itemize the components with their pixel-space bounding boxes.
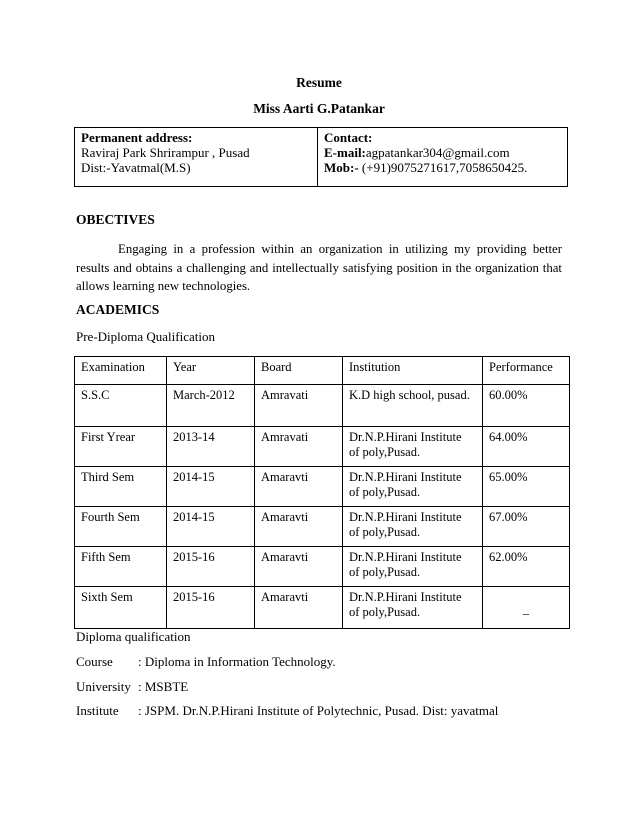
objectives-heading: OBECTIVES [76,212,155,227]
mobile-label: Mob:- [324,160,359,175]
table-row [75,467,570,507]
cell-institution [343,547,483,587]
cell-exam: First Yrear [75,427,167,467]
table-row [75,507,570,547]
course-value: : Diploma in Information Technology. [138,654,336,669]
institute-label: Institute [76,703,119,718]
table-row [75,587,570,629]
email-label: E-mail: [324,145,366,160]
header-examination: Examination [75,357,167,385]
cell-board: Amravati [255,427,343,467]
academics-table [74,356,570,629]
institution-line-2: of poly,Pusad. [349,485,421,499]
cell-performance: 60.00% [483,385,570,427]
header-performance: Performance [483,357,570,385]
cell-board: Amravati [255,385,343,427]
table-row [75,547,570,587]
cell-year: 2013-14 [167,427,255,467]
university-label: University [76,679,131,694]
mobile-value: (+91)9075271617,7058650425. [358,160,528,175]
mobile-line [324,160,561,175]
cell-exam: Third Sem [75,467,167,507]
table-row [75,385,570,427]
pre-diploma-subheading: Pre-Diploma Qualification [76,329,215,344]
institution-line-2: of poly,Pusad. [349,605,421,619]
permanent-address-label: Permanent address: [81,130,193,145]
institution-line-2: of poly,Pusad. [349,565,421,579]
table-header-row [75,357,570,385]
cell-exam: Sixth Sem [75,587,167,629]
cell-institution [343,385,483,427]
cell-performance: _ [483,587,570,629]
institution-line-1: Dr.N.P.Hirani Institute [349,430,462,444]
institute-line [76,703,498,719]
cell-exam: Fifth Sem [75,547,167,587]
institution-line-2: of poly,Pusad. [349,525,421,539]
cell-exam: S.S.C [75,385,167,427]
cell-institution [343,587,483,629]
cell-board: Amaravti [255,507,343,547]
permanent-address-cell [75,128,318,186]
cell-institution [343,427,483,467]
institute-value: : JSPM. Dr.N.P.Hirani Institute of Polytechnic, Pusad. Dist: yavatmal [138,703,499,718]
address-line-1: Raviraj Park Shrirampur , Pusad [81,145,250,160]
address-contact-box [74,127,568,187]
cell-performance: 67.00% [483,507,570,547]
cell-year: 2014-15 [167,507,255,547]
email-value: agpatankar304@gmail.com [365,145,510,160]
objectives-paragraph: Engaging in a profession within an organization in utilizing my providing better results and obtains a challenging and intellectually satisfying position in the organization that allows learning new technologies. [76,242,562,293]
contact-cell [318,128,567,186]
cell-institution [343,467,483,507]
cell-year: 2014-15 [167,467,255,507]
cell-institution [343,507,483,547]
cell-year: 2015-16 [167,547,255,587]
cell-year: March-2012 [167,385,255,427]
header-institution: Institution [343,357,483,385]
cell-board: Amaravti [255,587,343,629]
address-line-2: Dist:-Yavatmal(M.S) [81,160,191,175]
university-value: : MSBTE [138,679,189,694]
objectives-text [76,240,562,296]
candidate-name: Miss Aarti G.Patankar [253,101,385,116]
cell-exam: Fourth Sem [75,507,167,547]
institution-line-2: of poly,Pusad. [349,445,421,459]
university-line [76,679,188,695]
cell-performance: 64.00% [483,427,570,467]
institution-line-1: K.D high school, pusad. [349,388,470,402]
cell-board: Amaravti [255,467,343,507]
header-year: Year [167,357,255,385]
table-row [75,427,570,467]
institution-line-1: Dr.N.P.Hirani Institute [349,470,462,484]
institution-line-1: Dr.N.P.Hirani Institute [349,510,462,524]
diploma-heading: Diploma qualification [76,629,191,644]
institution-line-1: Dr.N.P.Hirani Institute [349,550,462,564]
institution-line-1: Dr.N.P.Hirani Institute [349,590,462,604]
course-line [76,654,336,670]
header-board: Board [255,357,343,385]
cell-performance: 62.00% [483,547,570,587]
academics-heading: ACADEMICS [76,302,160,317]
cell-performance: 65.00% [483,467,570,507]
cell-board: Amaravti [255,547,343,587]
contact-label: Contact: [324,130,373,145]
cell-year: 2015-16 [167,587,255,629]
course-label: Course [76,654,113,669]
resume-title: Resume [296,75,342,90]
email-line [324,145,561,160]
